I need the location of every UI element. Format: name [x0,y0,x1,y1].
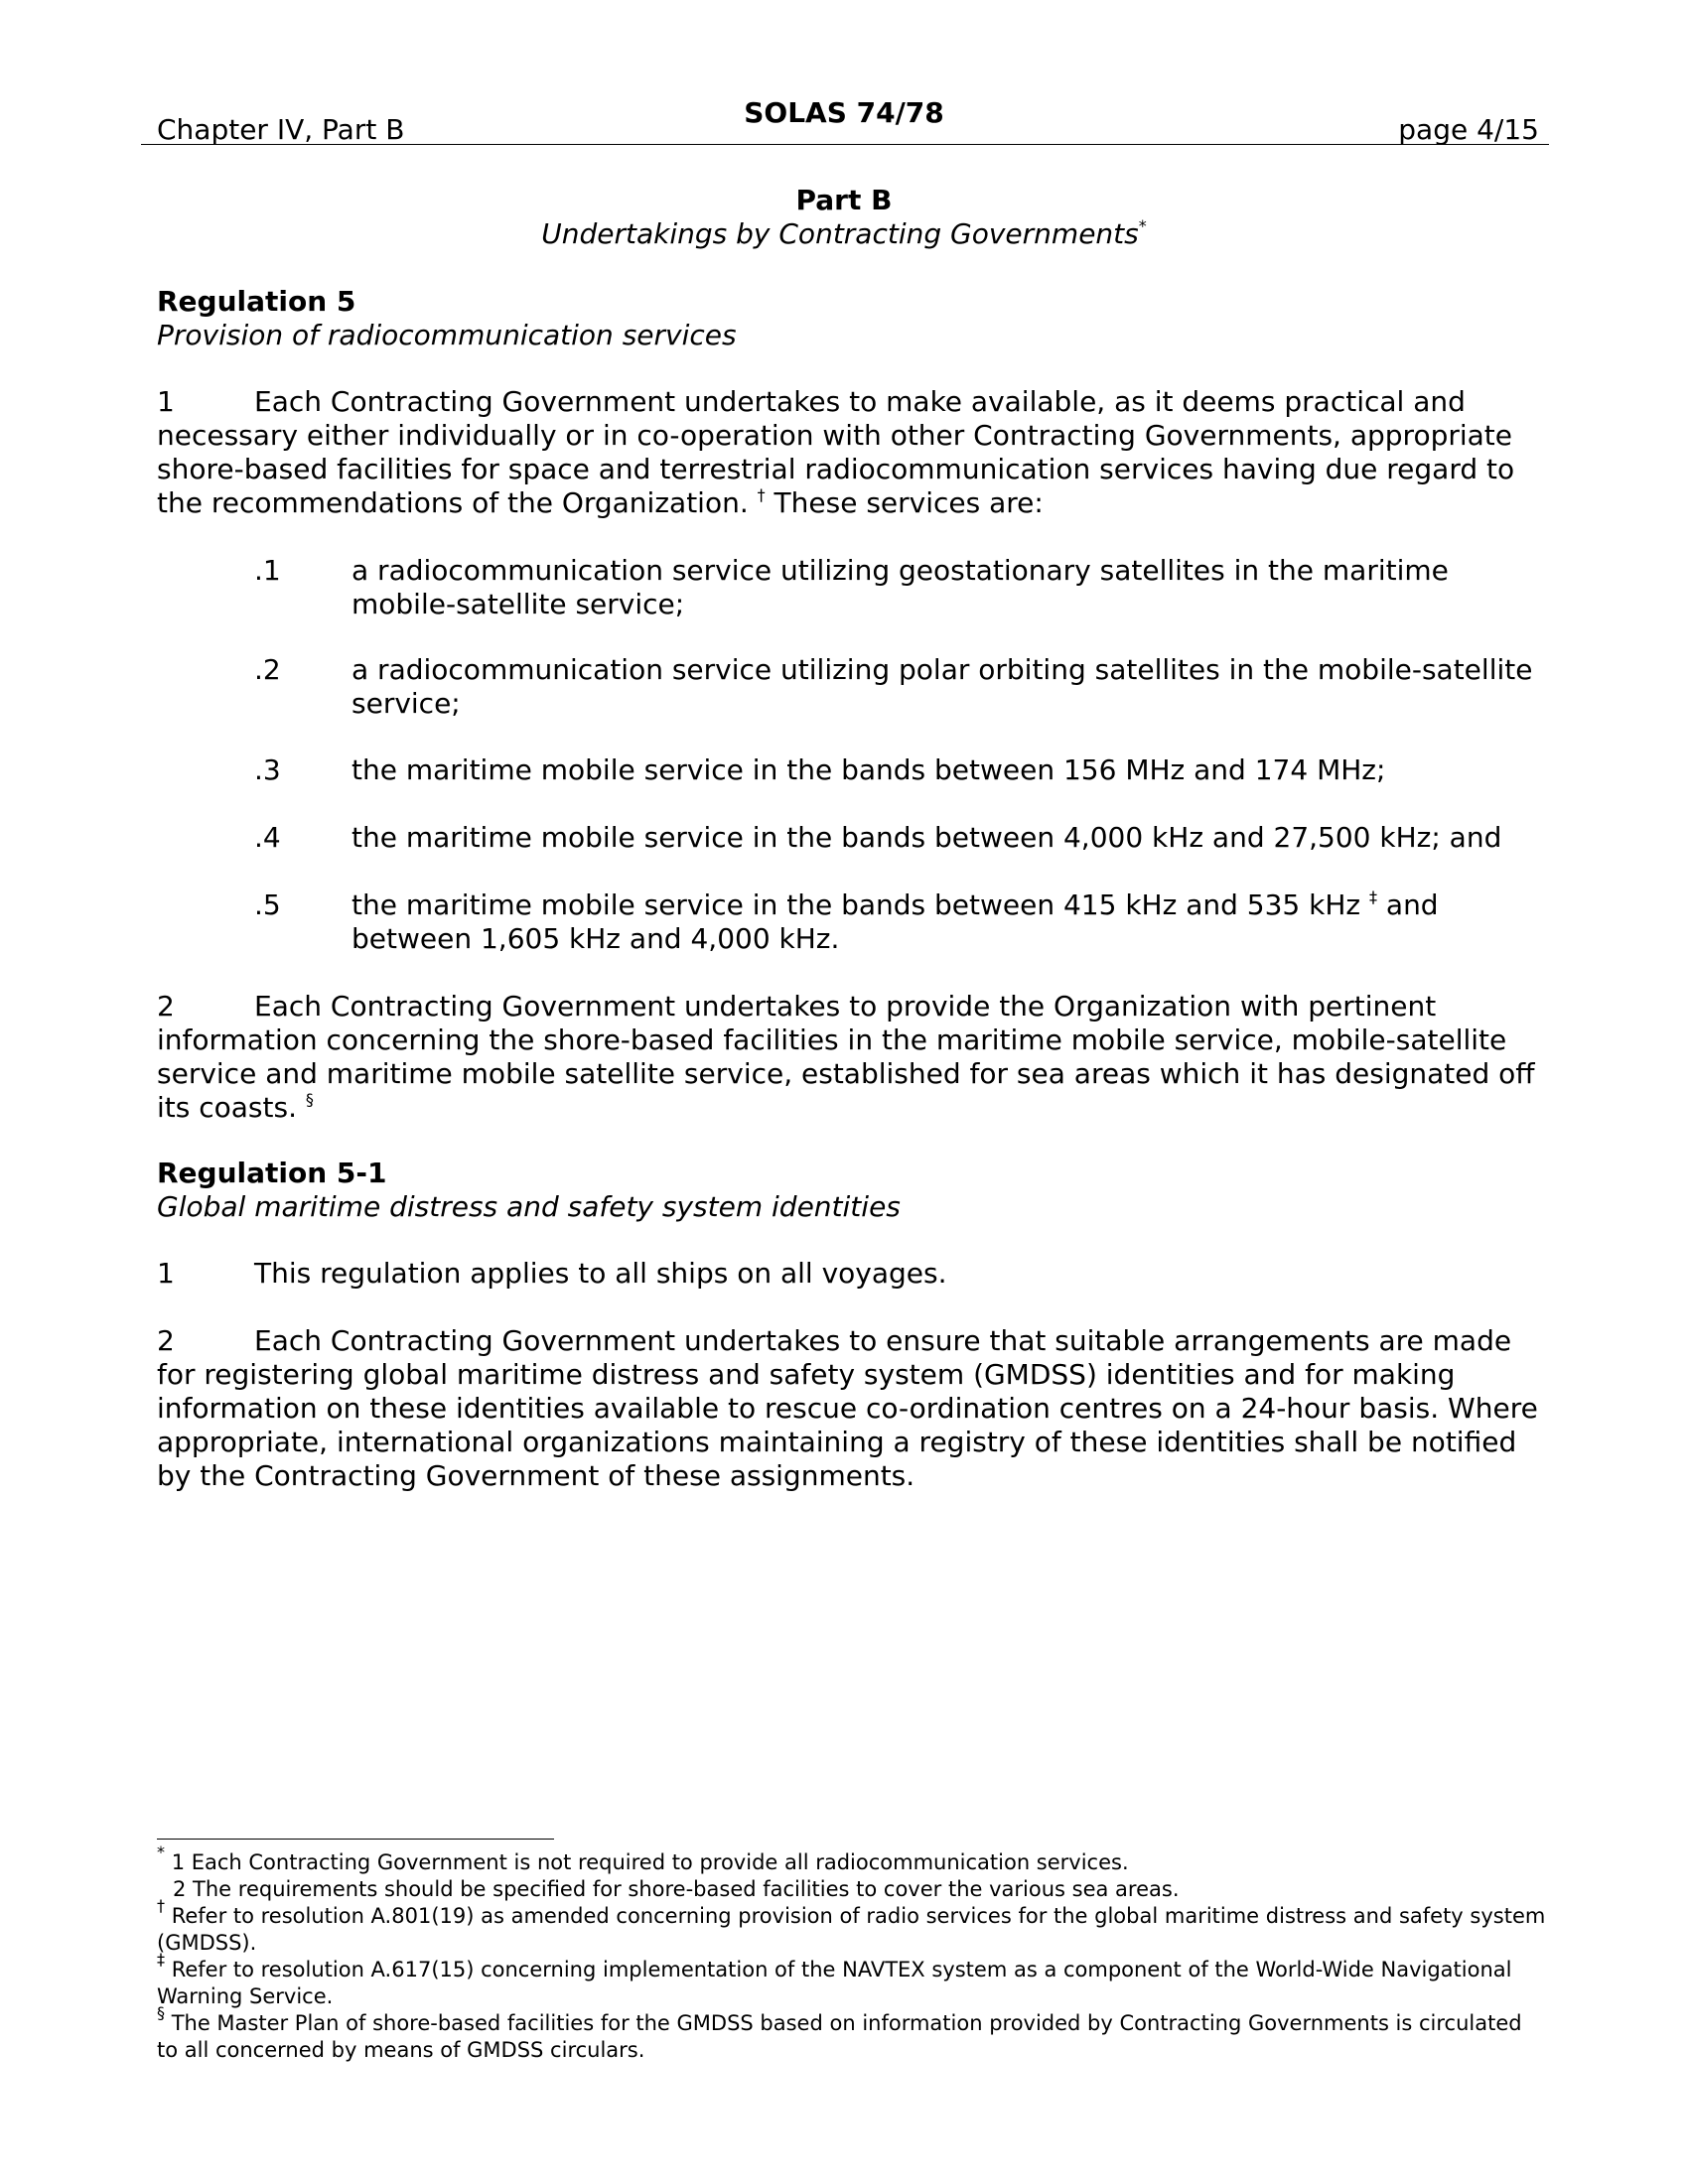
list-item [254,888,1545,956]
regulation-5-1-title: Regulation 5-1 [157,1157,387,1189]
footnote-text: Refer to resolution A.801(19) as amended concerning provision of radio services for the global maritime distress and safety system (GMDSS). [157,1904,1546,1955]
header-page-number: page 4/15 [1398,113,1539,146]
list-item-text: the maritime mobile service in the bands between 415 kHz and 535 kHz [352,888,1361,921]
footnote-ref-double-dagger[interactable]: ‡ [1369,887,1377,906]
paragraph-text: Each Contracting Government undertakes to provide the Organization with pertinent information concerning the shore-based facilities in the maritime mobile service, mobile-satellite service and maritime mobile satellite service, established for sea areas which it has designated off its coasts. [157,990,1535,1124]
regulation-5-1-subtitle: Global maritime distress and safety system identities [157,1190,901,1223]
header-chapter: Chapter IV, Part B [157,113,405,146]
footnote-star-line-2 [157,1876,1547,1903]
list-item-number: .1 [254,554,281,587]
footnote-mark: § [157,2003,165,2022]
footnotes [157,1843,1547,2064]
list-item-number: .2 [254,653,281,686]
footnote-mark: * [157,1843,165,1861]
regulation-5-paragraph-2 [157,990,1547,1125]
footnote-dagger [157,1896,1547,1957]
regulation-5-paragraph-1 [157,385,1547,520]
list-item-text: a radiocommunication service utilizing polar orbiting satellites in the mobile-satellite service; [352,653,1533,720]
list-item-text-block [352,888,1545,956]
footnote-double-dagger [157,1950,1547,2010]
list-item-number: .3 [254,753,281,786]
part-subtitle [0,217,1688,250]
footnote-section [157,2003,1547,2064]
footnote-rule [157,1839,554,1840]
footnote-ref-dagger[interactable]: † [757,485,766,504]
paragraph-number: 2 [157,1324,175,1357]
paragraph-number: 1 [157,385,175,418]
list-item [254,821,1545,855]
part-subtitle-text: Undertakings by Contracting Governments [541,217,1139,250]
list-item-text: a radiocommunication service utilizing geostationary satellites in the maritime mobile-satellite service; [352,554,1449,620]
footnote-text: Refer to resolution A.617(15) concerning implementation of the NAVTEX system as a component of the World-Wide Navigational Warning Service. [157,1958,1512,2008]
regulation-5-title: Regulation 5 [157,285,356,318]
part-title: Part B [795,184,893,216]
footnote-ref-star[interactable]: * [1138,216,1147,235]
list-item [254,753,1545,787]
regulation-5-1-paragraph-1 [157,1257,1547,1291]
footnote-mark: † [157,1896,165,1915]
footnote-text: The Master Plan of shore-based facilities for the GMDSS based on information provided by Contracting Governments is circulated to all concerned by means of GMDSS circulars. [157,2011,1522,2062]
paragraph-text: Each Contracting Government undertakes to ensure that suitable arrangements are made for registering global maritime distress and safety system (GMDSS) identities and for making information on these identities available to rescue co-ordination centres on a 24-hour basis. Where appropriate, international organizations maintaining a registry of these identities shall be notified by the Contracting Government of these assignments. [157,1324,1538,1492]
paragraph-number: 1 [157,1257,175,1290]
footnote-mark: ‡ [157,1950,165,1969]
list-item-number: .5 [254,888,281,921]
list-item-text: the maritime mobile service in the bands between 4,000 kHz and 27,500 kHz; and [352,821,1502,854]
paragraph-text: Each Contracting Government undertakes to make available, as it deems practical and necessary either individually or in co-operation with other Contracting Governments, appropriate shore-based facilities for space and terrestrial radiocommunication services having due regard to the recommendations of the Organization. [157,385,1515,519]
footnote-star [157,1843,1547,1876]
header-document-title: SOLAS 74/78 [744,96,944,129]
regulation-5-1-paragraph-2 [157,1324,1547,1493]
paragraph-number: 2 [157,990,175,1023]
list-item-number: .4 [254,821,281,854]
list-item-text: the maritime mobile service in the bands between 156 MHz and 174 MHz; [352,753,1386,786]
footnote-text: 1 Each Contracting Government is not required to provide all radiocommunication services. [171,1850,1129,1874]
footnote-text: 2 The requirements should be specified for shore-based facilities to cover the various sea areas. [173,1877,1180,1901]
list-item-tail: and between 1,605 kHz and 4,000 kHz. [352,888,1439,955]
list-item [254,554,1545,621]
footnote-ref-section[interactable]: § [305,1090,314,1109]
header-rule [141,144,1549,145]
regulation-5-subtitle: Provision of radiocommunication services [157,319,737,351]
paragraph-tail: These services are: [774,486,1044,519]
paragraph-text: This regulation applies to all ships on all voyages. [254,1257,947,1290]
list-item [254,653,1545,721]
